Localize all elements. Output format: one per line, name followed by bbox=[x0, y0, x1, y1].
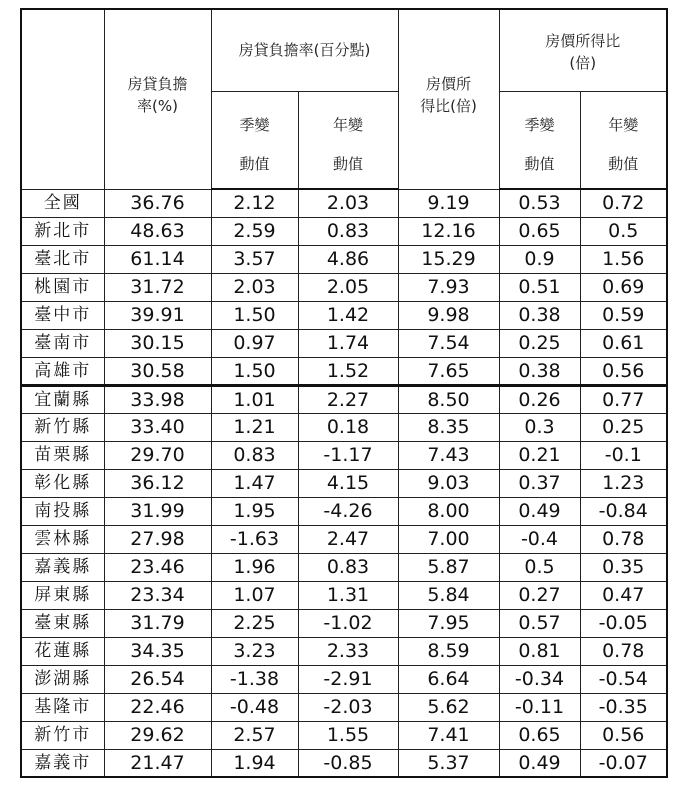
price-income-value: 5.37 bbox=[398, 749, 499, 777]
header-burden-qoq-line2: 動值 bbox=[239, 154, 270, 173]
burden-qoq-value: 2.59 bbox=[211, 217, 298, 245]
price-income-yoy-value: -0.84 bbox=[580, 497, 667, 525]
burden-yoy-value: 1.74 bbox=[298, 329, 398, 357]
header-burden-rate-line2: 率(%) bbox=[137, 97, 178, 115]
header-price-change-line1: 房價所得比 bbox=[545, 32, 621, 50]
header-price-income-change bbox=[499, 9, 667, 91]
price-income-qoq-value: 0.49 bbox=[499, 497, 580, 525]
burden-rate-value: 22.46 bbox=[104, 693, 211, 721]
price-income-value: 7.00 bbox=[398, 525, 499, 553]
region-name: 彰化縣 bbox=[21, 469, 104, 497]
burden-yoy-value: -4.26 bbox=[298, 497, 398, 525]
table-row bbox=[21, 581, 667, 609]
price-income-yoy-value: -0.07 bbox=[580, 749, 667, 777]
burden-rate-value: 33.98 bbox=[104, 385, 211, 413]
region-name: 臺北市 bbox=[21, 245, 104, 273]
corner-header-cell bbox=[21, 9, 104, 189]
price-income-yoy-value: 1.56 bbox=[580, 245, 667, 273]
table-row bbox=[21, 693, 667, 721]
burden-rate-value: 23.34 bbox=[104, 581, 211, 609]
burden-yoy-value: -1.17 bbox=[298, 441, 398, 469]
price-income-qoq-value: 0.27 bbox=[499, 581, 580, 609]
price-income-yoy-value: 1.23 bbox=[580, 469, 667, 497]
header-burden-qoq bbox=[211, 91, 298, 189]
burden-qoq-value: -0.48 bbox=[211, 693, 298, 721]
header-price-yoy-line1: 年變 bbox=[608, 115, 639, 134]
table-row bbox=[21, 469, 667, 497]
burden-yoy-value: 0.83 bbox=[298, 553, 398, 581]
price-income-yoy-value: 0.77 bbox=[580, 385, 667, 413]
region-name: 屏東縣 bbox=[21, 581, 104, 609]
price-income-yoy-value: -0.1 bbox=[580, 441, 667, 469]
price-income-qoq-value: -0.11 bbox=[499, 693, 580, 721]
burden-yoy-value: 1.31 bbox=[298, 581, 398, 609]
burden-rate-value: 30.58 bbox=[104, 357, 211, 385]
price-income-value: 9.98 bbox=[398, 301, 499, 329]
header-price-income-line2: 得比(倍) bbox=[420, 97, 477, 115]
table-row bbox=[21, 441, 667, 469]
burden-qoq-value: 0.83 bbox=[211, 441, 298, 469]
price-income-yoy-value: 0.47 bbox=[580, 581, 667, 609]
region-name: 新竹縣 bbox=[21, 413, 104, 441]
burden-yoy-value: 2.47 bbox=[298, 525, 398, 553]
price-income-yoy-value: 0.69 bbox=[580, 273, 667, 301]
header-burden-qoq-line1: 季變 bbox=[239, 115, 270, 134]
burden-qoq-value: 0.97 bbox=[211, 329, 298, 357]
burden-yoy-value: -2.91 bbox=[298, 665, 398, 693]
burden-qoq-value: 1.21 bbox=[211, 413, 298, 441]
price-income-value: 7.95 bbox=[398, 609, 499, 637]
header-price-yoy bbox=[580, 91, 667, 189]
table-row bbox=[21, 525, 667, 553]
region-name: 臺中市 bbox=[21, 301, 104, 329]
table-row bbox=[21, 329, 667, 357]
header-burden-yoy bbox=[298, 91, 398, 189]
price-income-value: 6.64 bbox=[398, 665, 499, 693]
burden-rate-value: 21.47 bbox=[104, 749, 211, 777]
burden-rate-value: 29.70 bbox=[104, 441, 211, 469]
header-price-income-line1: 房價所 bbox=[425, 75, 471, 93]
burden-qoq-value: 1.94 bbox=[211, 749, 298, 777]
header-price-qoq-line2: 動值 bbox=[524, 154, 555, 173]
header-burden-rate bbox=[104, 9, 211, 189]
price-income-value: 8.59 bbox=[398, 637, 499, 665]
burden-yoy-value: -0.85 bbox=[298, 749, 398, 777]
price-income-qoq-value: 0.65 bbox=[499, 721, 580, 749]
price-income-value: 5.87 bbox=[398, 553, 499, 581]
burden-qoq-value: 1.50 bbox=[211, 301, 298, 329]
price-income-yoy-value: -0.54 bbox=[580, 665, 667, 693]
price-income-value: 5.84 bbox=[398, 581, 499, 609]
price-income-yoy-value: -0.05 bbox=[580, 609, 667, 637]
burden-rate-value: 39.91 bbox=[104, 301, 211, 329]
region-name: 新北市 bbox=[21, 217, 104, 245]
burden-yoy-value: 2.27 bbox=[298, 385, 398, 413]
burden-yoy-value: 4.15 bbox=[298, 469, 398, 497]
header-price-qoq-line1: 季變 bbox=[524, 115, 555, 134]
table-row bbox=[21, 553, 667, 581]
region-name: 桃園市 bbox=[21, 273, 104, 301]
burden-qoq-value: 1.01 bbox=[211, 385, 298, 413]
burden-rate-value: 23.46 bbox=[104, 553, 211, 581]
burden-qoq-value: 1.95 bbox=[211, 497, 298, 525]
burden-yoy-value: 2.05 bbox=[298, 273, 398, 301]
region-name: 南投縣 bbox=[21, 497, 104, 525]
price-income-qoq-value: 0.25 bbox=[499, 329, 580, 357]
table-row bbox=[21, 301, 667, 329]
burden-rate-value: 31.79 bbox=[104, 609, 211, 637]
price-income-qoq-value: 0.51 bbox=[499, 273, 580, 301]
region-name: 雲林縣 bbox=[21, 525, 104, 553]
region-name: 嘉義縣 bbox=[21, 553, 104, 581]
table-row bbox=[21, 497, 667, 525]
header-price-change-line2: (倍) bbox=[569, 54, 597, 72]
burden-rate-value: 36.76 bbox=[104, 189, 211, 217]
region-name: 宜蘭縣 bbox=[21, 385, 104, 413]
burden-yoy-value: 4.86 bbox=[298, 245, 398, 273]
price-income-value: 7.65 bbox=[398, 357, 499, 385]
price-income-qoq-value: 0.53 bbox=[499, 189, 580, 217]
table-row bbox=[21, 273, 667, 301]
burden-yoy-value: 2.03 bbox=[298, 189, 398, 217]
price-income-value: 7.43 bbox=[398, 441, 499, 469]
price-income-yoy-value: 0.56 bbox=[580, 357, 667, 385]
price-income-value: 15.29 bbox=[398, 245, 499, 273]
header-burden-change: 房貸負擔率(百分點) bbox=[211, 9, 398, 91]
price-income-qoq-value: 0.57 bbox=[499, 609, 580, 637]
table-row bbox=[21, 665, 667, 693]
burden-rate-value: 61.14 bbox=[104, 245, 211, 273]
burden-qoq-value: 3.57 bbox=[211, 245, 298, 273]
price-income-qoq-value: 0.3 bbox=[499, 413, 580, 441]
price-income-yoy-value: -0.35 bbox=[580, 693, 667, 721]
burden-yoy-value: 0.83 bbox=[298, 217, 398, 245]
housing-affordability-table bbox=[20, 8, 668, 778]
price-income-qoq-value: 0.49 bbox=[499, 749, 580, 777]
burden-yoy-value: 1.55 bbox=[298, 721, 398, 749]
burden-rate-value: 34.35 bbox=[104, 637, 211, 665]
price-income-qoq-value: 0.26 bbox=[499, 385, 580, 413]
header-price-qoq bbox=[499, 91, 580, 189]
region-name: 高雄市 bbox=[21, 357, 104, 385]
price-income-qoq-value: -0.34 bbox=[499, 665, 580, 693]
table-row bbox=[21, 217, 667, 245]
price-income-yoy-value: 0.61 bbox=[580, 329, 667, 357]
price-income-qoq-value: 0.38 bbox=[499, 301, 580, 329]
burden-rate-value: 36.12 bbox=[104, 469, 211, 497]
price-income-qoq-value: 0.81 bbox=[499, 637, 580, 665]
burden-qoq-value: 2.12 bbox=[211, 189, 298, 217]
price-income-yoy-value: 0.56 bbox=[580, 721, 667, 749]
price-income-yoy-value: 0.78 bbox=[580, 525, 667, 553]
burden-yoy-value: 1.42 bbox=[298, 301, 398, 329]
region-name: 全國 bbox=[21, 189, 104, 217]
burden-rate-value: 33.40 bbox=[104, 413, 211, 441]
burden-qoq-value: 2.57 bbox=[211, 721, 298, 749]
table-row bbox=[21, 189, 667, 217]
region-name: 花蓮縣 bbox=[21, 637, 104, 665]
price-income-yoy-value: 0.78 bbox=[580, 637, 667, 665]
header-price-income bbox=[398, 9, 499, 189]
header-price-yoy-line2: 動值 bbox=[608, 154, 639, 173]
region-name: 新竹市 bbox=[21, 721, 104, 749]
price-income-value: 8.35 bbox=[398, 413, 499, 441]
burden-qoq-value: 3.23 bbox=[211, 637, 298, 665]
price-income-yoy-value: 0.25 bbox=[580, 413, 667, 441]
price-income-qoq-value: 0.37 bbox=[499, 469, 580, 497]
burden-rate-value: 27.98 bbox=[104, 525, 211, 553]
burden-rate-value: 29.62 bbox=[104, 721, 211, 749]
burden-rate-value: 48.63 bbox=[104, 217, 211, 245]
price-income-value: 7.41 bbox=[398, 721, 499, 749]
region-name: 基隆市 bbox=[21, 693, 104, 721]
table-row bbox=[21, 357, 667, 385]
price-income-yoy-value: 0.72 bbox=[580, 189, 667, 217]
price-income-value: 9.03 bbox=[398, 469, 499, 497]
burden-qoq-value: 1.07 bbox=[211, 581, 298, 609]
region-name: 澎湖縣 bbox=[21, 665, 104, 693]
header-burden-rate-line1: 房貸負擔 bbox=[127, 75, 188, 93]
price-income-qoq-value: 0.5 bbox=[499, 553, 580, 581]
price-income-qoq-value: 0.21 bbox=[499, 441, 580, 469]
region-name: 嘉義市 bbox=[21, 749, 104, 777]
burden-qoq-value: 1.47 bbox=[211, 469, 298, 497]
burden-qoq-value: -1.63 bbox=[211, 525, 298, 553]
table-row bbox=[21, 245, 667, 273]
price-income-value: 8.50 bbox=[398, 385, 499, 413]
table-row bbox=[21, 637, 667, 665]
table-row bbox=[21, 413, 667, 441]
price-income-qoq-value: -0.4 bbox=[499, 525, 580, 553]
price-income-value: 8.00 bbox=[398, 497, 499, 525]
price-income-yoy-value: 0.59 bbox=[580, 301, 667, 329]
burden-rate-value: 31.99 bbox=[104, 497, 211, 525]
burden-yoy-value: -1.02 bbox=[298, 609, 398, 637]
header-burden-yoy-line2: 動值 bbox=[332, 154, 363, 173]
price-income-qoq-value: 0.38 bbox=[499, 357, 580, 385]
region-name: 臺南市 bbox=[21, 329, 104, 357]
burden-qoq-value: 1.96 bbox=[211, 553, 298, 581]
region-name: 苗栗縣 bbox=[21, 441, 104, 469]
burden-yoy-value: 2.33 bbox=[298, 637, 398, 665]
burden-rate-value: 30.15 bbox=[104, 329, 211, 357]
header-burden-yoy-line1: 年變 bbox=[332, 115, 363, 134]
burden-qoq-value: 2.03 bbox=[211, 273, 298, 301]
burden-yoy-value: 1.52 bbox=[298, 357, 398, 385]
price-income-qoq-value: 0.9 bbox=[499, 245, 580, 273]
burden-yoy-value: 0.18 bbox=[298, 413, 398, 441]
price-income-value: 7.93 bbox=[398, 273, 499, 301]
price-income-value: 5.62 bbox=[398, 693, 499, 721]
burden-yoy-value: -2.03 bbox=[298, 693, 398, 721]
table-row bbox=[21, 721, 667, 749]
burden-qoq-value: 1.50 bbox=[211, 357, 298, 385]
burden-qoq-value: -1.38 bbox=[211, 665, 298, 693]
price-income-qoq-value: 0.65 bbox=[499, 217, 580, 245]
burden-rate-value: 31.72 bbox=[104, 273, 211, 301]
burden-qoq-value: 2.25 bbox=[211, 609, 298, 637]
price-income-value: 7.54 bbox=[398, 329, 499, 357]
price-income-yoy-value: 0.5 bbox=[580, 217, 667, 245]
burden-rate-value: 26.54 bbox=[104, 665, 211, 693]
price-income-value: 9.19 bbox=[398, 189, 499, 217]
price-income-yoy-value: 0.35 bbox=[580, 553, 667, 581]
table-row bbox=[21, 609, 667, 637]
region-name: 臺東縣 bbox=[21, 609, 104, 637]
table-row bbox=[21, 385, 667, 413]
table-row bbox=[21, 749, 667, 777]
price-income-value: 12.16 bbox=[398, 217, 499, 245]
